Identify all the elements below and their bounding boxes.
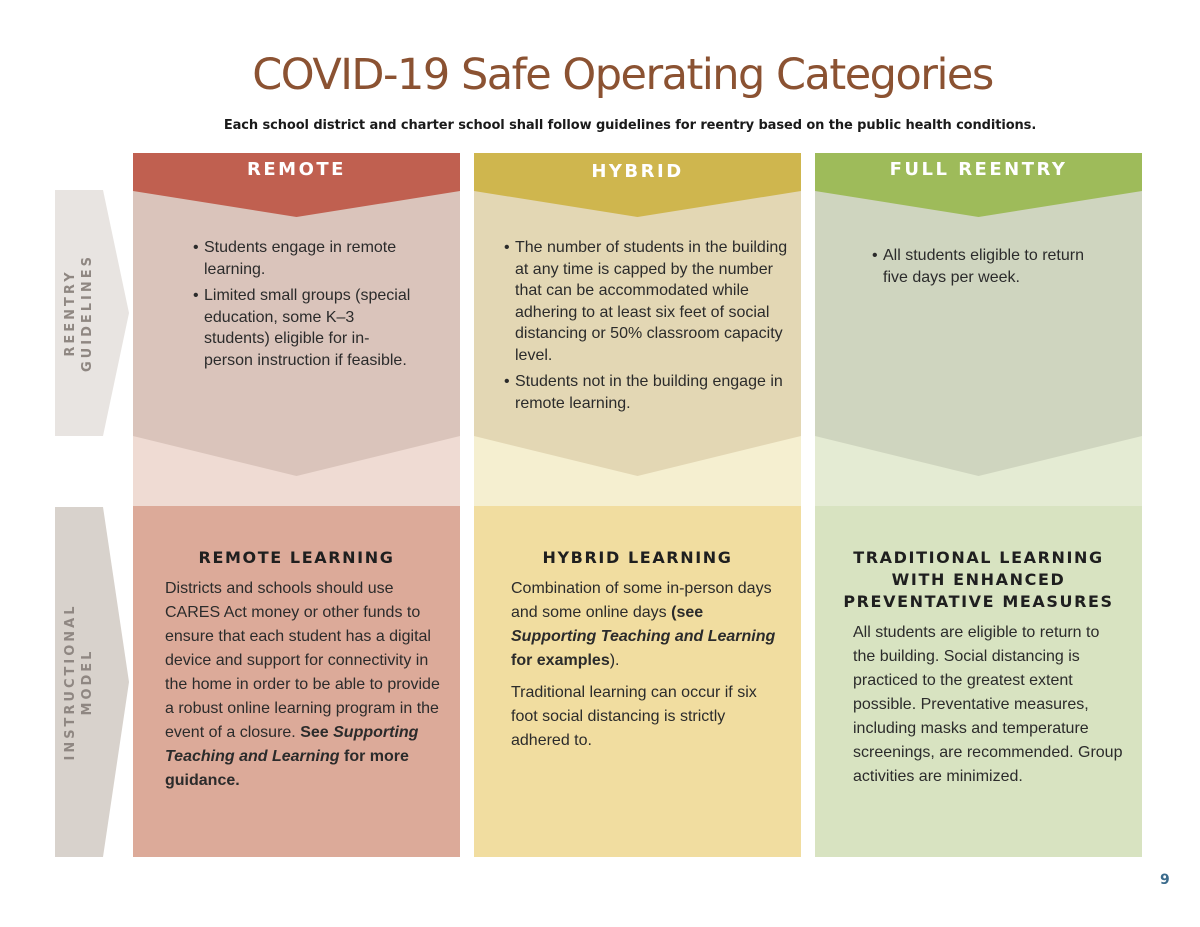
guideline-item: • Students not in the building engage in remote learning. — [504, 371, 794, 414]
reentry-guidelines-side-label — [55, 190, 103, 436]
page-subtitle: Each school district and charter school shall follow guidelines for reentry based on the public health conditions. — [223, 118, 1037, 133]
model-body-remote — [165, 577, 450, 801]
model-title-remote: REMOTE LEARNING — [198, 548, 395, 567]
page-title: COVID-19 Safe Operating Categories — [252, 50, 993, 100]
remote-guidelines-list — [193, 237, 413, 376]
column-full-reentry — [815, 153, 1142, 857]
instructional-model-label — [62, 603, 96, 760]
supporting-teaching-link[interactable]: Supporting Teaching and Learning — [165, 724, 419, 765]
close-paren: ). — [609, 652, 620, 669]
column-hybrid — [474, 153, 801, 857]
see-text: See — [300, 724, 329, 741]
guideline-item: • Limited small groups (special education, some K–3 students) eligible for in-person instruction if feasible. — [193, 285, 413, 371]
guideline-item: • Students engage in remote learning. — [193, 237, 413, 280]
page-number: 9 — [1160, 872, 1170, 888]
model-title-full-reentry — [815, 547, 1142, 613]
examples-text: for examples — [511, 652, 610, 669]
guideline-item: • The number of students in the building at any time is capped by the number that can be accommodated while adhering to at least six feet of social distancing or 50% classroom capacity level. — [504, 237, 794, 366]
model-body-hybrid — [511, 577, 781, 761]
side-arrow-icon — [103, 190, 129, 436]
model-title-line: WITH ENHANCED — [891, 570, 1066, 589]
full-reentry-guidelines-list — [872, 245, 1102, 293]
model-text: Districts and schools should use CARES Act money or other funds to ensure that each student has a digital device and support for connectivity in the home in order to be able to provide a robust online learning program in the event of a closure. — [165, 580, 440, 741]
model-title-hybrid: HYBRID LEARNING — [542, 548, 733, 567]
instructional-label-line1: INSTRUCTIONAL — [63, 603, 78, 761]
reentry-guidelines-label — [62, 254, 96, 372]
column-remote — [133, 153, 460, 857]
supporting-teaching-link[interactable]: Supporting Teaching and Learning — [511, 628, 776, 645]
model-text: All students are eligible to return to the building. Social distancing is practiced to the greatest extent possible. Preventative measures, including masks and temperature screenings, are recommended. Group activities are minimized. — [853, 624, 1123, 785]
model-title-line: PREVENTATIVE MEASURES — [843, 592, 1114, 611]
column-header-hybrid: HYBRID — [591, 161, 684, 182]
guideline-item: • All students eligible to return five days per week. — [872, 245, 1102, 288]
reentry-label-line2: GUIDELINES — [80, 254, 95, 372]
instructional-label-line2: MODEL — [80, 648, 95, 716]
column-header-remote: REMOTE — [247, 159, 346, 180]
column-header-full-reentry: FULL REENTRY — [889, 159, 1068, 180]
guidance-text: for more guidance. — [165, 748, 409, 789]
hybrid-guidelines-list — [504, 237, 794, 419]
see-text: (see — [671, 604, 704, 621]
model-title-line: TRADITIONAL LEARNING — [853, 548, 1104, 567]
side-arrow-icon — [103, 507, 129, 857]
instructional-model-side-label — [55, 507, 103, 857]
reentry-label-line1: REENTRY — [63, 269, 78, 357]
model-body-full-reentry — [853, 621, 1123, 797]
model-text: Combination of some in-person days and some online days — [511, 580, 772, 621]
model-text-2: Traditional learning can occur if six foot social distancing is strictly adhered to. — [511, 684, 757, 749]
